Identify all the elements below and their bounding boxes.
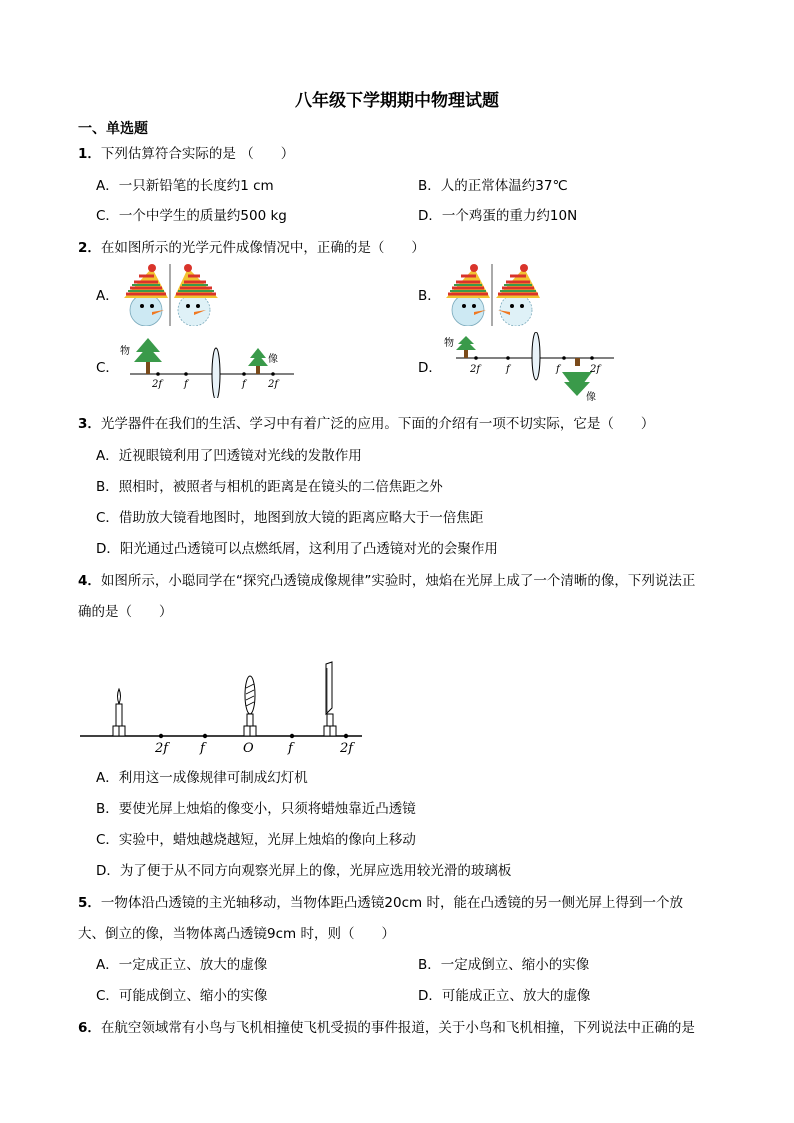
question-3 [78,414,654,434]
option-d: D．可能成正立、放大的虚像 [418,988,591,1004]
tick-2f-right: 2f [340,741,354,756]
option-c: C．一个中学生的质量约500 kg [96,208,287,224]
tick-f-right: f [288,741,293,756]
option-b: B． [418,288,441,304]
option-d: D．为了便于从不同方向观察光屏上的像，光屏应选用较光滑的玻璃板 [96,863,512,879]
question-stem: 在如图所示的光学元件成像情况中，正确的是（ ） [100,240,425,256]
light-screen-icon [324,662,336,736]
snowman-real-icon [124,264,168,326]
tree-image-icon [248,348,268,374]
option-b: B．人的正常体温约37℃ [418,178,568,194]
option-c: C．实验中，蜡烛越烧越短，光屏上烛焰的像向上移动 [96,832,416,848]
question-2 [78,238,425,258]
option-d: D． [418,360,442,376]
question-stem: 光学器件在我们的生活、学习中有着广泛的应用。下面的介绍有一项不切实际，它是（ ） [100,416,655,432]
question-number: 1． [78,146,101,162]
optical-bench-diagram [76,658,366,758]
image-label: 像 [586,392,596,403]
object-label: 物 [120,346,130,357]
section-heading: 一、单选题 [78,121,148,137]
option-a: A．一定成正立、放大的虚像 [96,957,268,973]
question-number: 6． [78,1020,101,1036]
convex-lens-icon [244,676,256,736]
option-b: B．照相时，被照者与相机的距离是在镜头的二倍焦距之外 [96,479,443,495]
tree-object-icon [134,338,162,374]
tick-2f-right: 2f [268,379,279,390]
tick-2f-left: 2f [470,364,481,375]
tree-image-inverted-icon [562,358,592,396]
tick-f-right: f [242,379,246,390]
snowman-mirror-figure-a [118,262,222,326]
option-a: A．一只新铅笔的长度约1 cm [96,178,274,194]
question-1 [78,144,294,164]
question-6 [78,1018,695,1038]
option-c: C． [96,360,119,376]
page-title: 八年级下学期期中物理试题 [295,91,499,111]
option-a: A． [96,288,119,304]
option-c: C．可能成倒立、缩小的实像 [96,988,268,1004]
tick-f-left: f [506,364,510,375]
tick-2f-left: 2f [152,379,163,390]
question-4 [78,571,695,591]
tick-o: O [243,741,254,756]
option-d: D．阳光通过凸透镜可以点燃纸屑，这利用了凸透镜对光的会聚作用 [96,541,498,557]
lens-diagram-c [116,332,300,398]
option-b: B．要使光屏上烛焰的像变小，只须将蜡烛靠近凸透镜 [96,801,416,817]
image-label: 像 [268,354,278,365]
option-b: B．一定成倒立、缩小的实像 [418,957,590,973]
candle-icon [113,689,125,736]
question-number: 2． [78,240,101,256]
tick-f-left: f [184,379,188,390]
lens-diagram-d [440,332,620,404]
snowman-virtual-icon [174,264,218,326]
option-c: C．借助放大镜看地图时，地图到放大镜的距离应略大于一倍焦距 [96,510,484,526]
tree-object-icon [456,336,476,358]
question-stem-line-2: 大、倒立的像，当物体离凸透镜9cm 时，则（ ） [78,926,395,942]
snowman-real-icon [446,264,490,326]
object-label: 物 [444,338,454,349]
question-number: 5． [78,895,101,911]
question-number: 4． [78,573,101,589]
tick-f-right: f [556,364,560,375]
snowman-mirror-figure-b [440,262,544,326]
option-d: D．一个鸡蛋的重力约10N [418,208,578,224]
option-a: A．利用这一成像规律可制成幻灯机 [96,770,308,786]
tick-2f-left: 2f [155,741,169,756]
question-stem-line-2: 确的是（ ） [78,604,173,620]
option-a: A．近视眼镜利用了凹透镜对光线的发散作用 [96,448,362,464]
question-number: 3． [78,416,101,432]
question-stem: 在航空领域常有小鸟与飞机相撞使飞机受损的事件报道，关于小鸟和飞机相撞，下列说法中正确的是 [100,1020,695,1036]
tick-2f-right: 2f [590,364,601,375]
question-stem: 下列估算符合实际的是 （ ） [100,146,295,162]
question-stem-line-1: 一物体沿凸透镜的主光轴移动，当物体距凸透镜20cm 时，能在凸透镜的另一侧光屏上得到一个放 [100,895,683,911]
question-5 [78,893,683,913]
tick-f-left: f [200,741,205,756]
snowman-virtual-icon [496,264,540,326]
question-stem-line-1: 如图所示，小聪同学在“探究凸透镜成像规律”实验时，烛焰在光屏上成了一个清晰的像，下列说法正 [100,573,696,589]
